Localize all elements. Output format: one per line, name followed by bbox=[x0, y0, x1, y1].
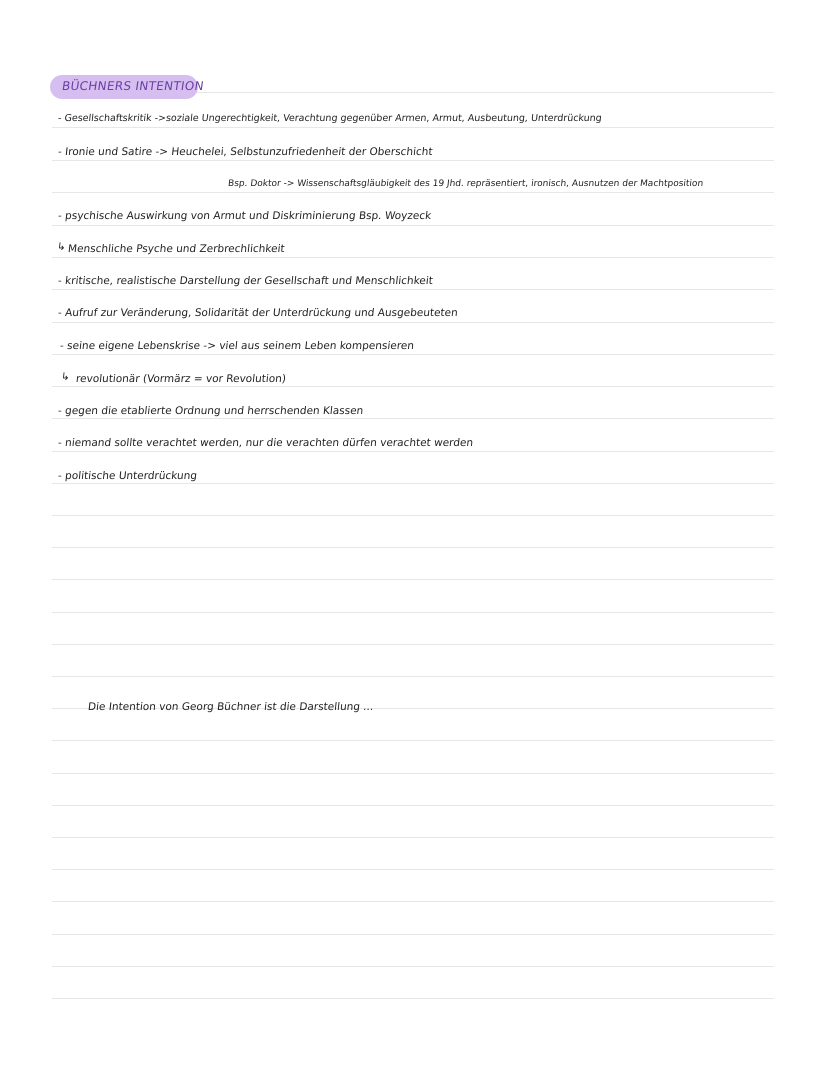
ruled-line bbox=[52, 998, 774, 999]
sub-arrow-icon: ↳ bbox=[56, 241, 67, 253]
ruled-line bbox=[52, 322, 774, 323]
ruled-line bbox=[52, 740, 774, 741]
note-line: - Gesellschaftskritik ->soziale Ungerechtigkeit, Verachtung gegenüber Armen, Armut, Ausbeutung, Unterdrückung bbox=[57, 113, 603, 124]
note-line: - gegen die etablierte Ordnung und herrschenden Klassen bbox=[57, 405, 364, 417]
ruled-line bbox=[52, 192, 774, 193]
ruled-line bbox=[52, 934, 774, 935]
ruled-line bbox=[52, 451, 774, 452]
note-line: - Aufruf zur Veränderung, Solidarität der Unterdrückung und Ausgebeuteten bbox=[57, 307, 459, 319]
ruled-line bbox=[52, 127, 774, 128]
ruled-line bbox=[52, 612, 774, 613]
ruled-line bbox=[52, 418, 774, 419]
ruled-line bbox=[52, 257, 774, 258]
ruled-line bbox=[52, 515, 774, 516]
ruled-line bbox=[52, 901, 774, 902]
page-title: BÜCHNERS INTENTION bbox=[61, 79, 205, 93]
sub-arrow-icon: ↳ bbox=[60, 371, 71, 383]
ruled-line bbox=[52, 160, 774, 161]
ruled-line bbox=[52, 547, 774, 548]
ruled-line bbox=[52, 644, 774, 645]
ruled-line bbox=[52, 289, 774, 290]
closing-sentence: Die Intention von Georg Büchner ist die Darstellung ... bbox=[87, 701, 374, 713]
ruled-line bbox=[52, 805, 774, 806]
note-line: - politische Unterdrückung bbox=[57, 470, 198, 482]
ruled-line bbox=[52, 579, 774, 580]
note-line: - psychische Auswirkung von Armut und Diskriminierung Bsp. Woyzeck bbox=[57, 210, 432, 222]
ruled-line bbox=[52, 676, 774, 677]
ruled-line bbox=[52, 966, 774, 967]
note-line: - Ironie und Satire -> Heuchelei, Selbstunzufriedenheit der Oberschicht bbox=[57, 146, 434, 158]
ruled-line bbox=[52, 354, 774, 355]
ruled-line bbox=[52, 773, 774, 774]
note-line: Bsp. Doktor -> Wissenschaftsgläubigkeit des 19 Jhd. repräsentiert, ironisch, Ausnutzen der Machtposition bbox=[227, 179, 704, 189]
ruled-line bbox=[52, 837, 774, 838]
ruled-line bbox=[52, 386, 774, 387]
note-line: Menschliche Psyche und Zerbrechlichkeit bbox=[67, 243, 286, 255]
ruled-line bbox=[52, 225, 774, 226]
note-line: - seine eigene Lebenskrise -> viel aus seinem Leben kompensieren bbox=[59, 340, 415, 352]
note-line: - kritische, realistische Darstellung der Gesellschaft und Menschlichkeit bbox=[57, 275, 434, 287]
ruled-line bbox=[52, 483, 774, 484]
ruled-line bbox=[52, 869, 774, 870]
note-line: revolutionär (Vormärz = vor Revolution) bbox=[75, 373, 287, 385]
note-line: - niemand sollte verachtet werden, nur die verachten dürfen verachtet werden bbox=[57, 437, 474, 449]
